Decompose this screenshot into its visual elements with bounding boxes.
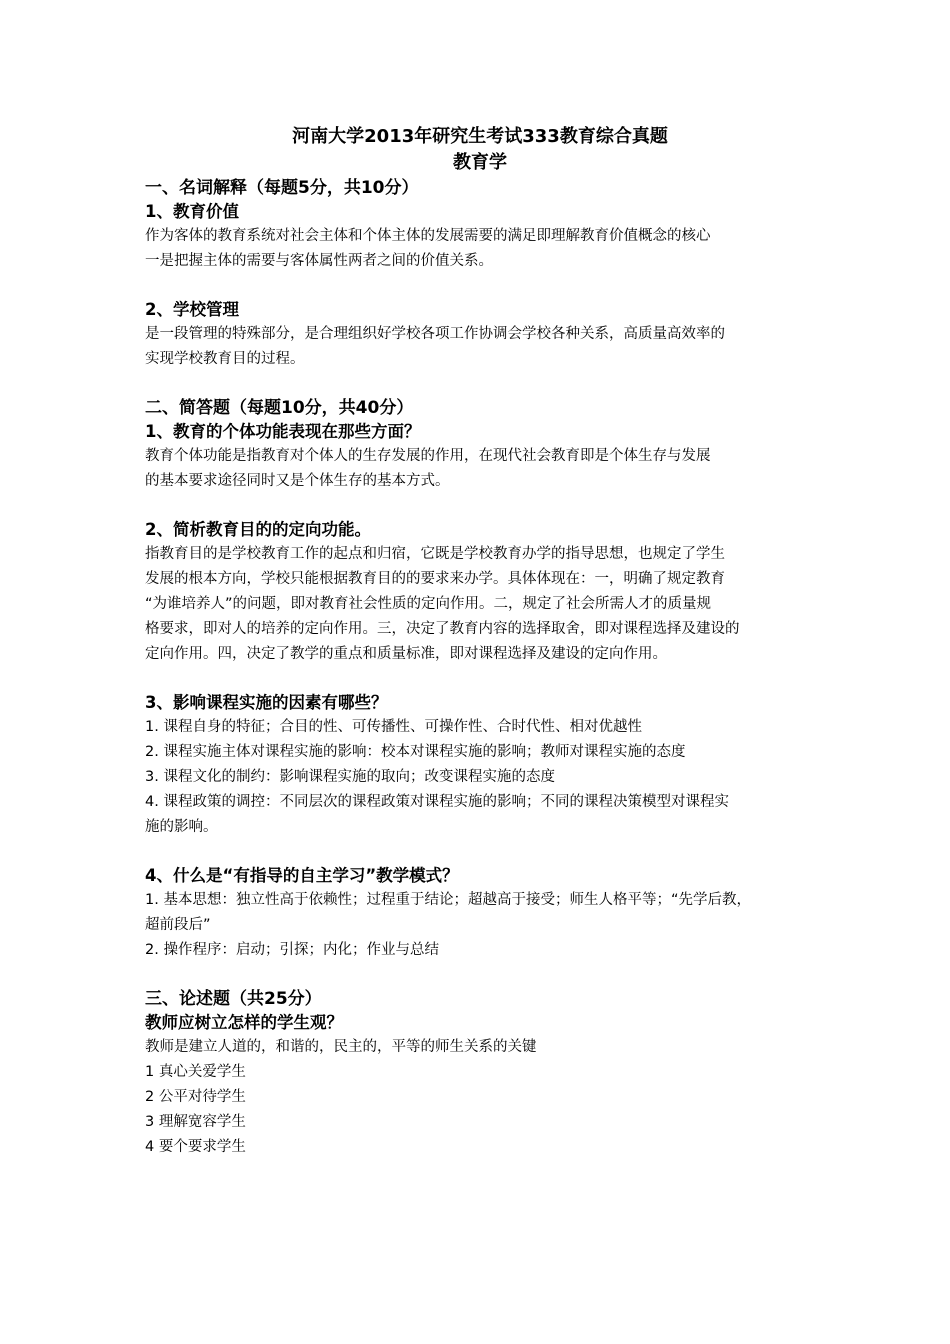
section-heading: 一、名词解释（每题5分，共10分） bbox=[145, 178, 419, 198]
answer-line: 实现学校教育目的过程。 bbox=[145, 351, 305, 367]
answer-line: 2 公平对待学生 bbox=[145, 1089, 246, 1105]
answer-line: 定向作用。四，决定了教学的重点和质量标准，即对课程选择及建设的定向作用。 bbox=[145, 646, 667, 662]
answer-line: 1. 基本思想：独立性高于依赖性；过程重于结论；超越高于接受；师生人格平等；“先学后教， bbox=[145, 892, 751, 908]
answer-line: 指教育目的是学校教育工作的起点和归宿，它既是学校教育办学的指导思想，也规定了学生 bbox=[145, 546, 725, 562]
answer-line: 发展的根本方向，学校只能根据教育目的的要求来办学。具体体现在：一，明确了规定教育 bbox=[145, 571, 725, 587]
section-heading: 三、论述题（共25分） bbox=[145, 989, 322, 1009]
answer-line: 3. 课程文化的制约：影响课程实施的取向；改变课程实施的态度 bbox=[145, 769, 555, 785]
question-title: 1、教育的个体功能表现在那些方面？ bbox=[145, 422, 421, 441]
answer-line: “为谁培养人”的问题，即对教育社会性质的定向作用。二，规定了社会所需人才的质量规 bbox=[145, 596, 712, 612]
answer-line: 教师是建立人道的，和谐的，民主的，平等的师生关系的关键 bbox=[145, 1039, 537, 1055]
question-title: 1、教育价值 bbox=[145, 202, 239, 221]
answer-line: 是一段管理的特殊部分，是合理组织好学校各项工作协调会学校各种关系，高质量高效率的 bbox=[145, 326, 725, 342]
answer-line: 教育个体功能是指教育对个体人的生存发展的作用，在现代社会教育即是个体生存与发展 bbox=[145, 448, 711, 464]
answer-line: 2. 课程实施主体对课程实施的影响：校本对课程实施的影响；教师对课程实施的态度 bbox=[145, 744, 686, 760]
answer-line: 施的影响。 bbox=[145, 819, 218, 835]
answer-line: 一是把握主体的需要与客体属性两者之间的价值关系。 bbox=[145, 253, 493, 269]
question-title: 4、什么是“有指导的自主学习”教学模式？ bbox=[145, 866, 459, 885]
question-title: 2、学校管理 bbox=[145, 300, 239, 319]
answer-line: 格要求，即对人的培养的定向作用。三，决定了教育内容的选择取舍，即对课程选择及建设的 bbox=[145, 621, 740, 637]
answer-line: 4 要个要求学生 bbox=[145, 1139, 246, 1155]
question-title: 教师应树立怎样的学生观？ bbox=[145, 1013, 343, 1032]
answer-line: 1. 课程自身的特征；合目的性、可传播性、可操作性、合时代性、相对优越性 bbox=[145, 719, 642, 735]
document-content bbox=[145, 124, 815, 1160]
section-heading: 二、简答题（每题10分，共40分） bbox=[145, 398, 414, 418]
answer-line: 4. 课程政策的调控：不同层次的课程政策对课程实施的影响；不同的课程决策模型对课程实 bbox=[145, 794, 729, 810]
document-subtitle: 教育学 bbox=[453, 152, 507, 173]
answer-line: 3 理解宽容学生 bbox=[145, 1114, 246, 1130]
answer-line: 2. 操作程序：启动；引探；内化；作业与总结 bbox=[145, 942, 439, 958]
answer-line: 的基本要求途径同时又是个体生存的基本方式。 bbox=[145, 473, 450, 489]
question-title: 3、影响课程实施的因素有哪些？ bbox=[145, 693, 388, 712]
answer-line: 作为客体的教育系统对社会主体和个体主体的发展需要的满足即理解教育价值概念的核心 bbox=[145, 228, 711, 244]
answer-line: 1 真心关爱学生 bbox=[145, 1064, 246, 1080]
answer-line: 超前段后” bbox=[145, 917, 211, 933]
question-title: 2、简析教育目的的定向功能。 bbox=[145, 520, 371, 539]
document-title: 河南大学2013年研究生考试333教育综合真题 bbox=[292, 126, 668, 147]
